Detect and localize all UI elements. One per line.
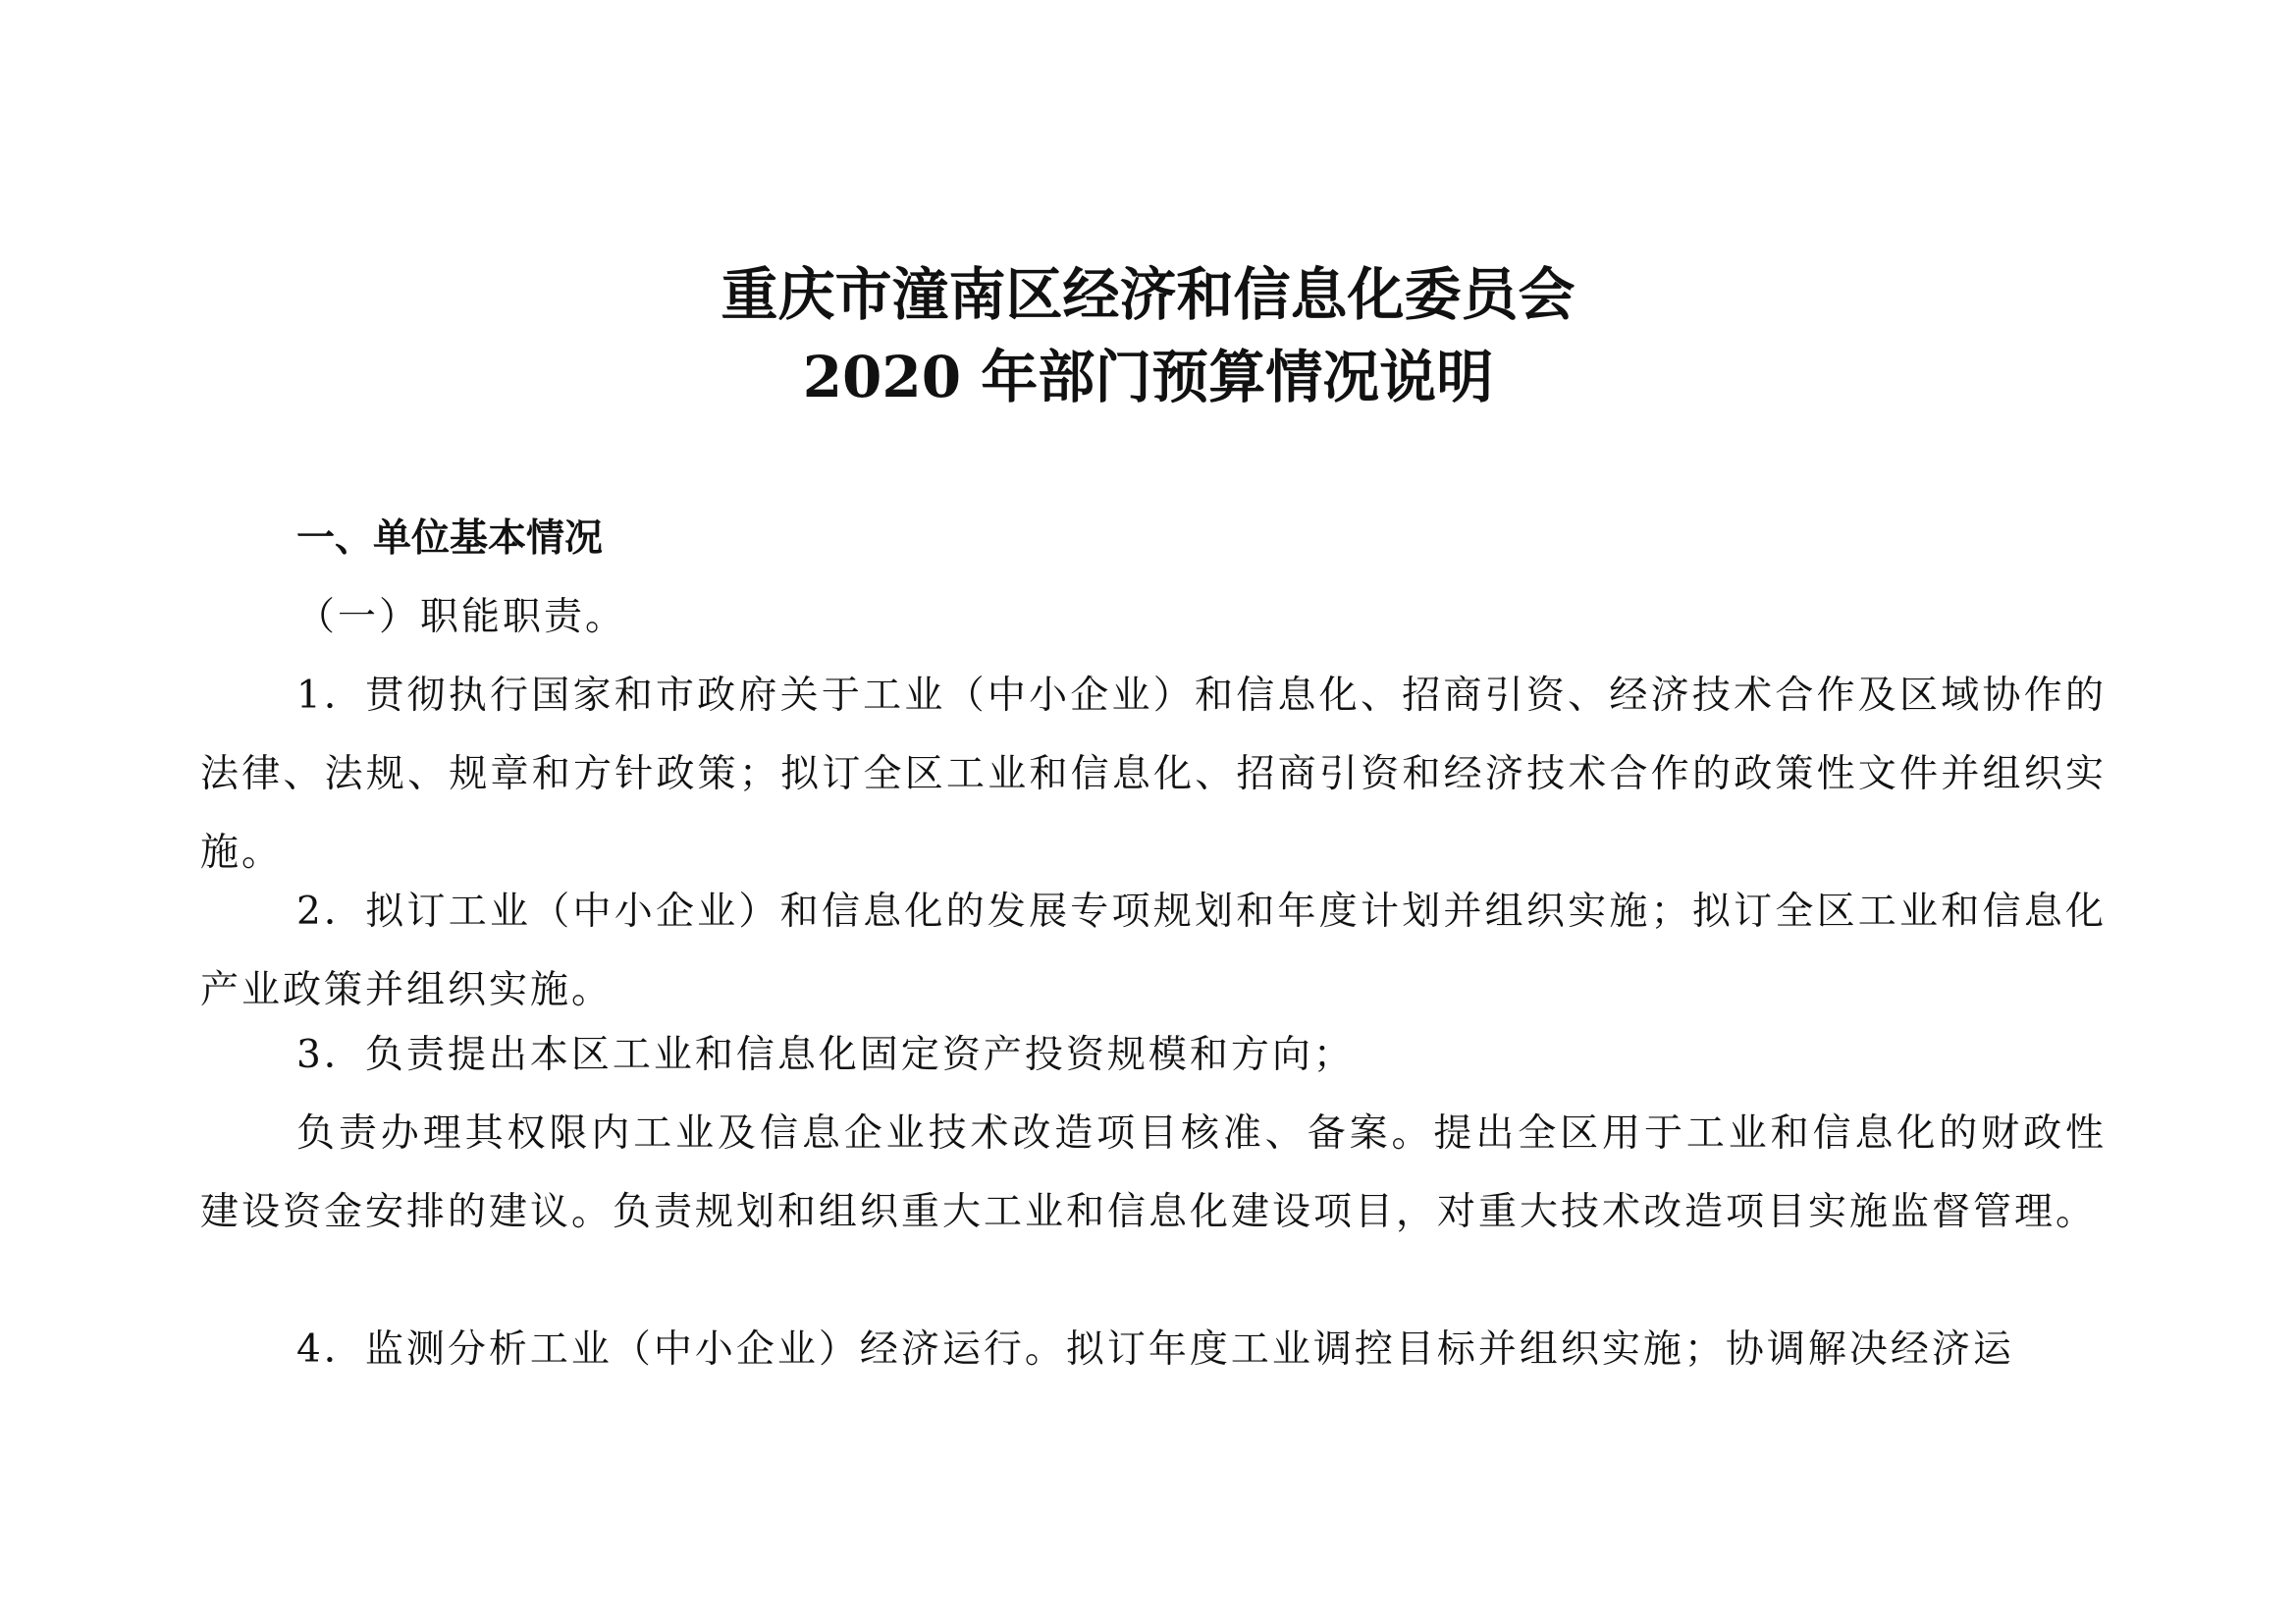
document-title-line1: 重庆市潼南区经济和信息化委员会	[721, 261, 1575, 328]
paragraph-3: 3．负责提出本区工业和信息化固定资产投资规模和方向；	[296, 1033, 1355, 1077]
paragraph-1: 1．贯彻执行国家和市政府关于工业（中小企业）和信息化、招商引资、经济技术合作及区域协作的法律、法规、规章和方针政策；拟订全区工业和信息化、招商引资和经济技术合作的政策性文件并组织实施。	[200, 674, 2107, 875]
paragraph-4: 负责办理其权限内工业及信息企业技术改造项目核准、备案。提出全区用于工业和信息化的财政性建设资金安排的建议。负责规划和组织重大工业和信息化建设项目，对重大技术改造项目实施监督管理。	[200, 1111, 2107, 1234]
paragraph-5: 4．监测分析工业（中小企业）经济运行。拟订年度工业调控目标并组织实施；协调解决经济运	[296, 1327, 2014, 1372]
section-heading-basic-info: 一、单位基本情况	[296, 516, 604, 561]
document-title-line2: 2020 年部门预算情况说明	[802, 344, 1494, 410]
paragraph-2: 2．拟订工业（中小企业）和信息化的发展专项规划和年度计划并组织实施；拟订全区工业和信息化产业政策并组织实施。	[200, 890, 2107, 1012]
subsection-heading-duties: （一）职能职责。	[296, 595, 627, 639]
